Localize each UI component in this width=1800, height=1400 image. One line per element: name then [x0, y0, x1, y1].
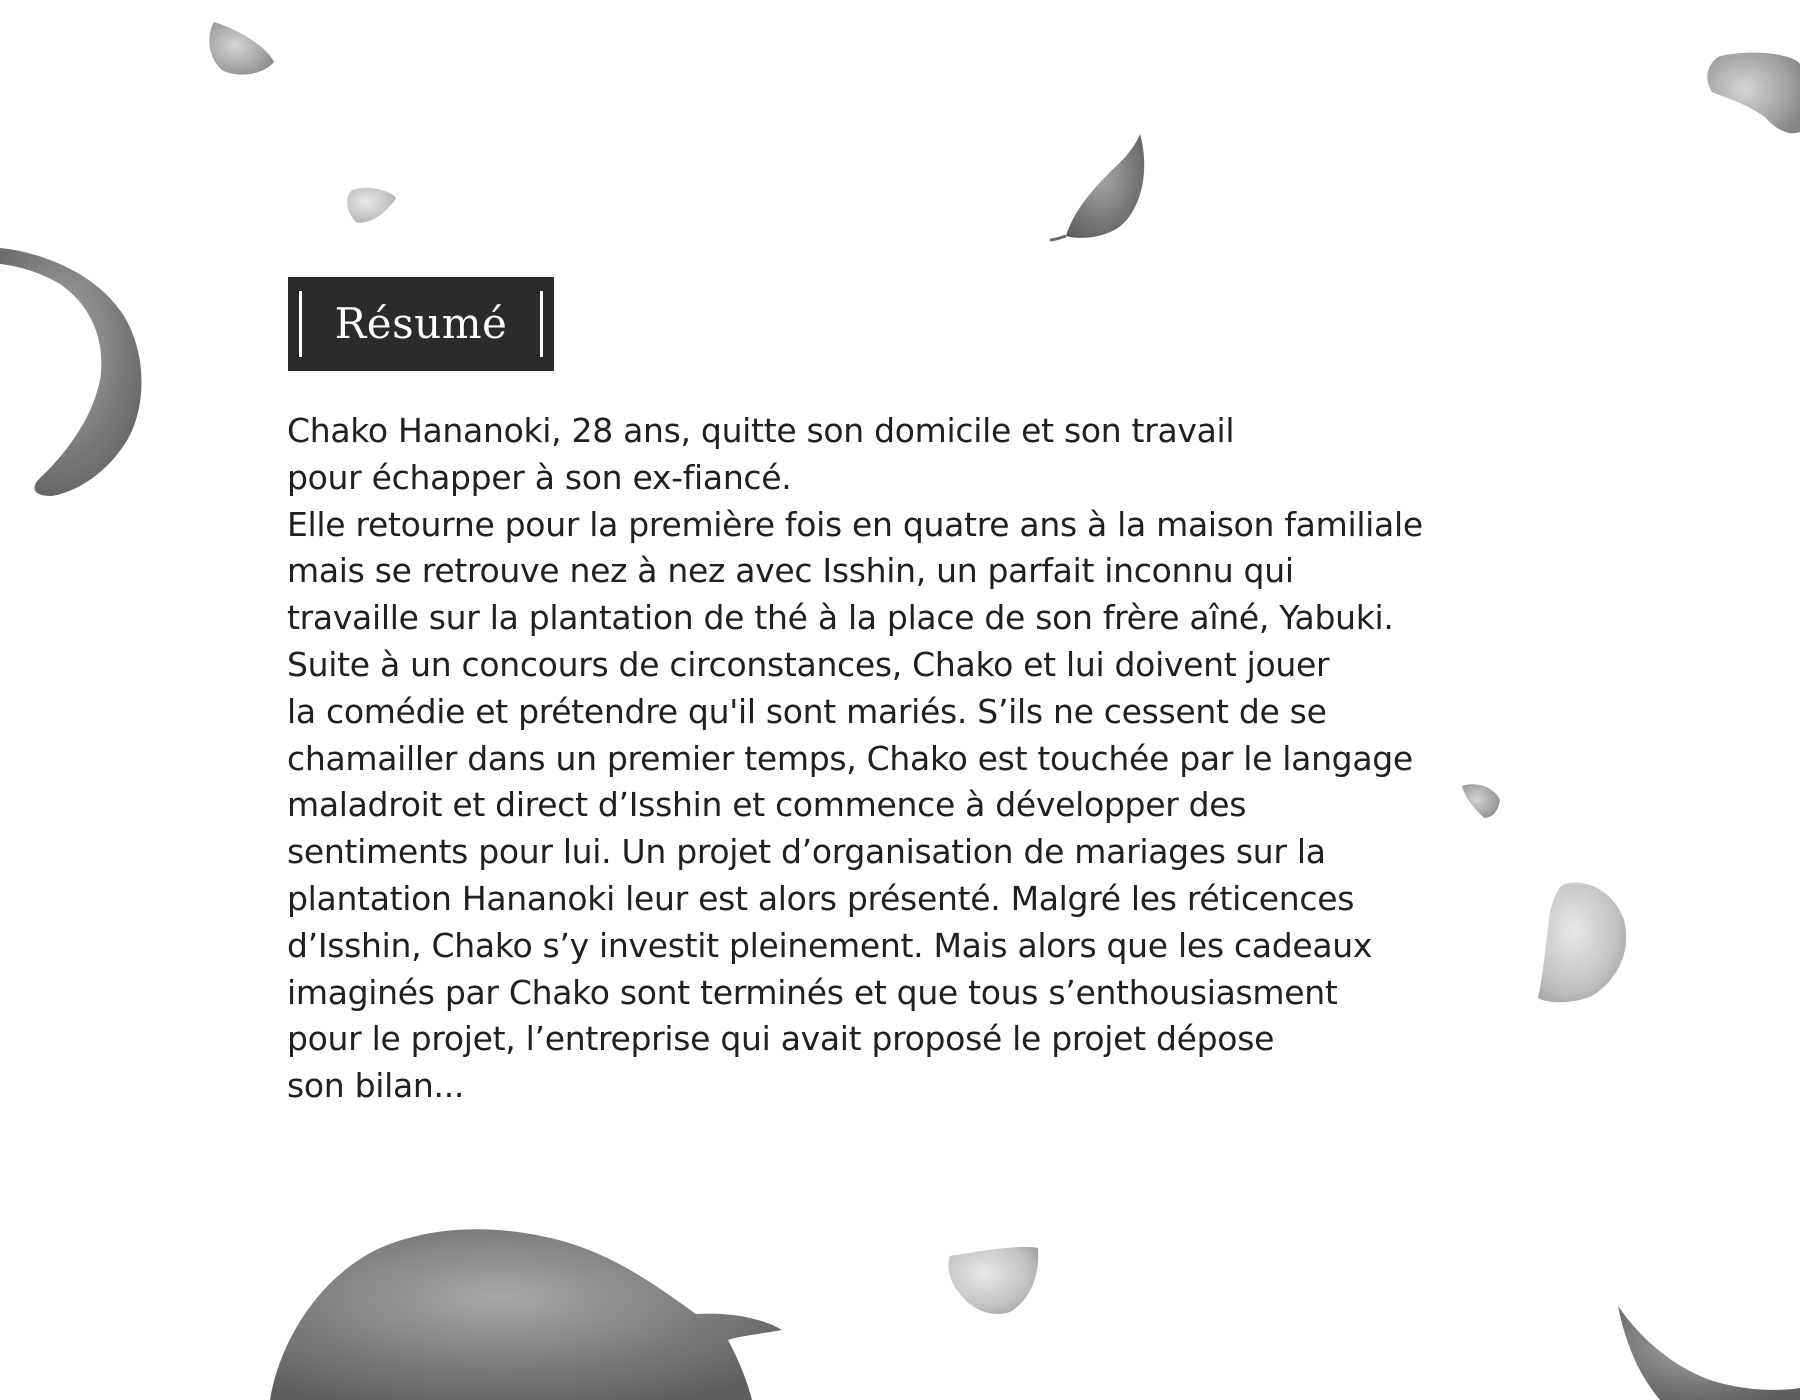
summary-line: la comédie et prétendre qu'il sont mariés. S’ils ne cessent de se: [287, 691, 1327, 731]
summary-line: son bilan...: [287, 1066, 465, 1106]
petal-bottom-right: [1618, 1306, 1800, 1400]
summary-line: pour échapper à son ex-fiancé.: [287, 457, 792, 497]
petal-top-left: [209, 22, 274, 75]
petal-small-right: [1462, 784, 1500, 818]
petal-leaf-stem: [1050, 236, 1066, 240]
summary-line: Chako Hananoki, 28 ans, quitte son domicile et son travail: [287, 411, 1235, 450]
summary-line: d’Isshin, Chako s’y investit pleinement. Mais alors que les cadeaux: [287, 925, 1373, 965]
summary-line: mais se retrouve nez à nez avec Isshin, un parfait inconnu qui: [287, 551, 1294, 591]
petal-bottom-large: [270, 1229, 782, 1400]
page-title: Résumé: [334, 299, 508, 348]
petal-small-upper: [347, 188, 396, 223]
petal-bottom-small: [948, 1247, 1038, 1314]
summary-line: plantation Hananoki leur est alors présenté. Malgré les réticences: [287, 878, 1355, 918]
summary-line: Elle retourne pour la première fois en quatre ans à la maison familiale: [287, 504, 1423, 544]
summary-line: Suite à un concours de circonstances, Chako et lui doivent jouer: [287, 644, 1330, 684]
summary-line: sentiments pour lui. Un projet d’organisation de mariages sur la: [287, 832, 1326, 872]
title-banner: [288, 277, 554, 371]
summary-line: maladroit et direct d’Isshin et commence à développer des: [287, 785, 1247, 825]
summary-text: [287, 408, 1423, 1110]
petal-right-middle: [1538, 883, 1626, 1003]
summary-line: travaille sur la plantation de thé à la place de son frère aîné, Yabuki.: [287, 598, 1394, 638]
summary-line: pour le projet, l’entreprise qui avait proposé le projet dépose: [287, 1019, 1275, 1059]
petal-leaf-upper: [1066, 134, 1144, 238]
petal-left-crescent: [0, 248, 142, 496]
summary-line: imaginés par Chako sont terminés et que tous s’enthousiasment: [287, 972, 1338, 1012]
summary-line: chamailler dans un premier temps, Chako est touchée par le langage: [287, 738, 1413, 778]
petal-top-right: [1707, 53, 1800, 134]
